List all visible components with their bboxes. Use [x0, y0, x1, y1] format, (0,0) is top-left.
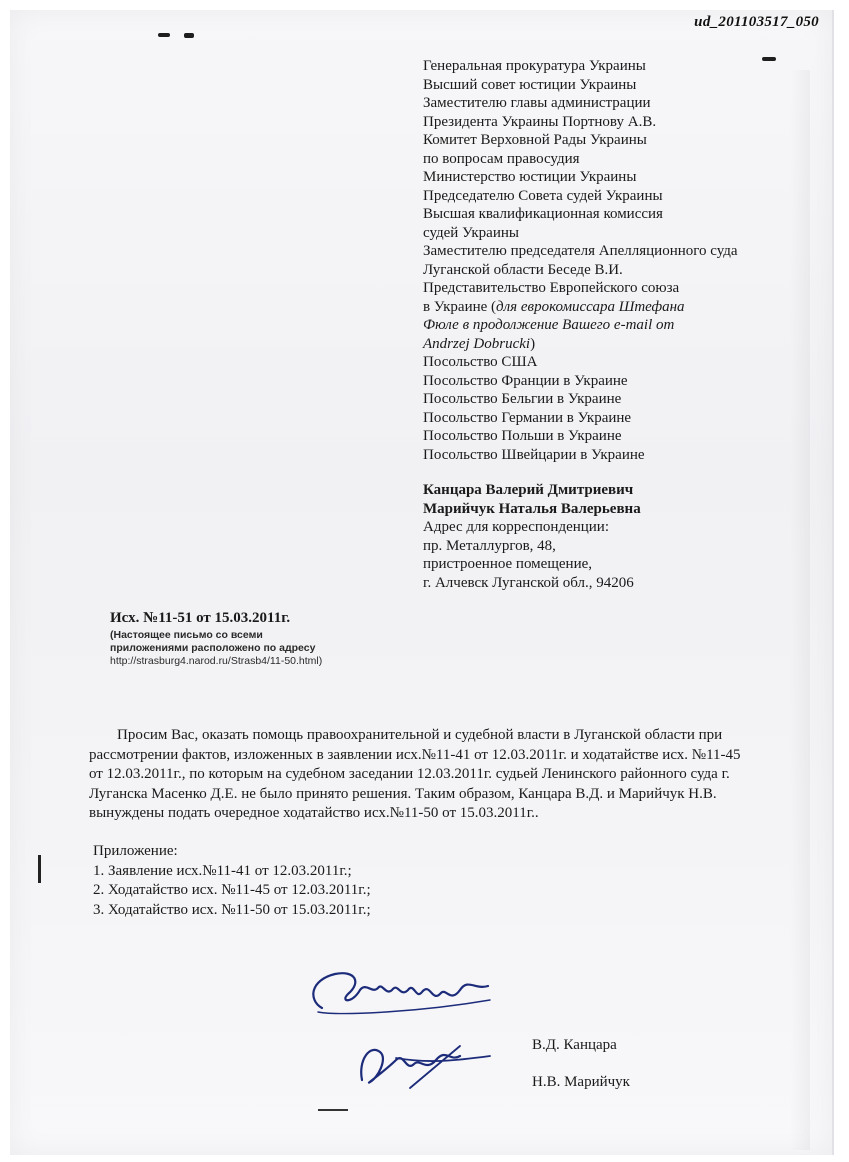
punch-hole-mark-1: [158, 33, 170, 37]
signature-stroke-1: [313, 973, 488, 1008]
address-label: Адрес для корреспонденции:: [423, 519, 610, 535]
handwritten-signatures: [300, 960, 510, 1100]
sender-name-1: Канцара Валерий Дмитриевич: [423, 482, 634, 498]
embassy-line: Посольство Германии в Украине: [423, 409, 632, 426]
address-line: пристроенное помещение,: [423, 556, 592, 572]
sender-block: [423, 481, 803, 592]
punch-hole-mark-2: [184, 33, 194, 38]
addressee-line: Председателю Совета судей Украины: [423, 187, 663, 204]
signatory-1: В.Д. Канцара: [532, 1037, 617, 1053]
embassy-line: Посольство Франции в Украине: [423, 372, 628, 389]
body-line: Луганска Масенко Д.Е. не было принято решения. Таким образом, Канцара В.Д. и Марийчук Н.В.: [89, 785, 717, 802]
appendix-title: Приложение:: [93, 843, 178, 859]
addressee-line: Луганской области Беседе В.И.: [423, 261, 623, 278]
signatory-names: [532, 1027, 630, 1101]
note-url: http://strasburg4.narod.ru/Strasb4/11-50.html): [110, 655, 323, 667]
address-line: г. Алчевск Луганской обл., 94206: [423, 574, 634, 591]
body-line: рассмотрении фактов, изложенных в заявлении исх.№11-41 от 12.03.2011г. и ходатайстве исх. №11-45: [89, 746, 741, 763]
address-line: пр. Металлургов, 48,: [423, 537, 556, 554]
outgoing-reference: Исх. №11-51 от 15.03.2011г.: [110, 610, 291, 626]
signature-stroke-2: [361, 1050, 460, 1083]
addressee-line: Президента Украины Портнову А.В.: [423, 113, 657, 130]
eu-line-suffix: ): [530, 335, 536, 352]
publication-note: [110, 629, 322, 668]
addressee-line: Генеральная прокуратура Украины: [423, 58, 646, 74]
body-line: от 12.03.2011г., по которым на судебном заседании 12.03.2011г. судьей Ленинского районного суда г.: [89, 766, 730, 782]
addressee-eu-line-2: Фюле в продолжение Вашего e-mail от: [423, 317, 675, 333]
addressee-eu-line-3: [423, 335, 803, 354]
embassy-line: Посольство Бельгии в Украине: [423, 391, 622, 407]
note-line: (Настоящее письмо со всеми: [110, 629, 263, 641]
addressee-line: судей Украины: [423, 224, 519, 241]
appendix-list: [93, 842, 371, 920]
sender-name-2: Марийчук Наталья Валерьевна: [423, 500, 641, 517]
document-id-stamp: ud_201103517_050: [694, 14, 819, 30]
note-line: приложениями расположено по адресу: [110, 642, 316, 654]
letter-body: [89, 726, 809, 824]
addressee-line: Министерство юстиции Украины: [423, 169, 637, 185]
embassy-line: Посольство Швейцарии в Украине: [423, 446, 645, 463]
embassy-line: Посольство Польши в Украине: [423, 428, 622, 444]
appendix-item: 3. Ходатайство исх. №11-50 от 15.03.2011г.;: [93, 901, 371, 918]
embassy-line: Посольство США: [423, 354, 538, 370]
addressee-block: [423, 57, 803, 464]
appendix-item: 1. Заявление исх.№11-41 от 12.03.2011г.;: [93, 862, 352, 879]
signature-stroke-1b: [318, 1000, 490, 1014]
addressee-line: Представительство Европейского союза: [423, 280, 680, 296]
addressee-line: Заместителю главы администрации: [423, 95, 651, 111]
addressee-line: Высший совет юстиции Украины: [423, 76, 637, 93]
margin-mark: [38, 855, 41, 883]
signatory-2: Н.В. Марийчук: [532, 1074, 630, 1090]
addressee-eu-line: [423, 298, 803, 317]
addressee-line: по вопросам правосудия: [423, 150, 580, 167]
appendix-item: 2. Ходатайство исх. №11-45 от 12.03.2011г.;: [93, 882, 371, 898]
eu-line-prefix: в Украине (: [423, 298, 497, 315]
eu-line-italic: для еврокомиссара Штефана: [496, 298, 685, 315]
body-line: вынуждены подать очередное ходатайство исх.№11-50 от 15.03.2011г..: [89, 805, 539, 821]
eu-email-sender: Andrzej Dobrucki: [423, 335, 531, 352]
addressee-line: Заместителю председателя Апелляционного суда: [423, 243, 738, 259]
addressee-line: Высшая квалификационная комиссия: [423, 206, 663, 222]
body-line: Просим Вас, оказать помощь правоохранительной и судебной власти в Луганской области при: [117, 727, 723, 743]
addressee-line: Комитет Верховной Рады Украины: [423, 132, 647, 148]
bottom-mark: [318, 1109, 348, 1111]
